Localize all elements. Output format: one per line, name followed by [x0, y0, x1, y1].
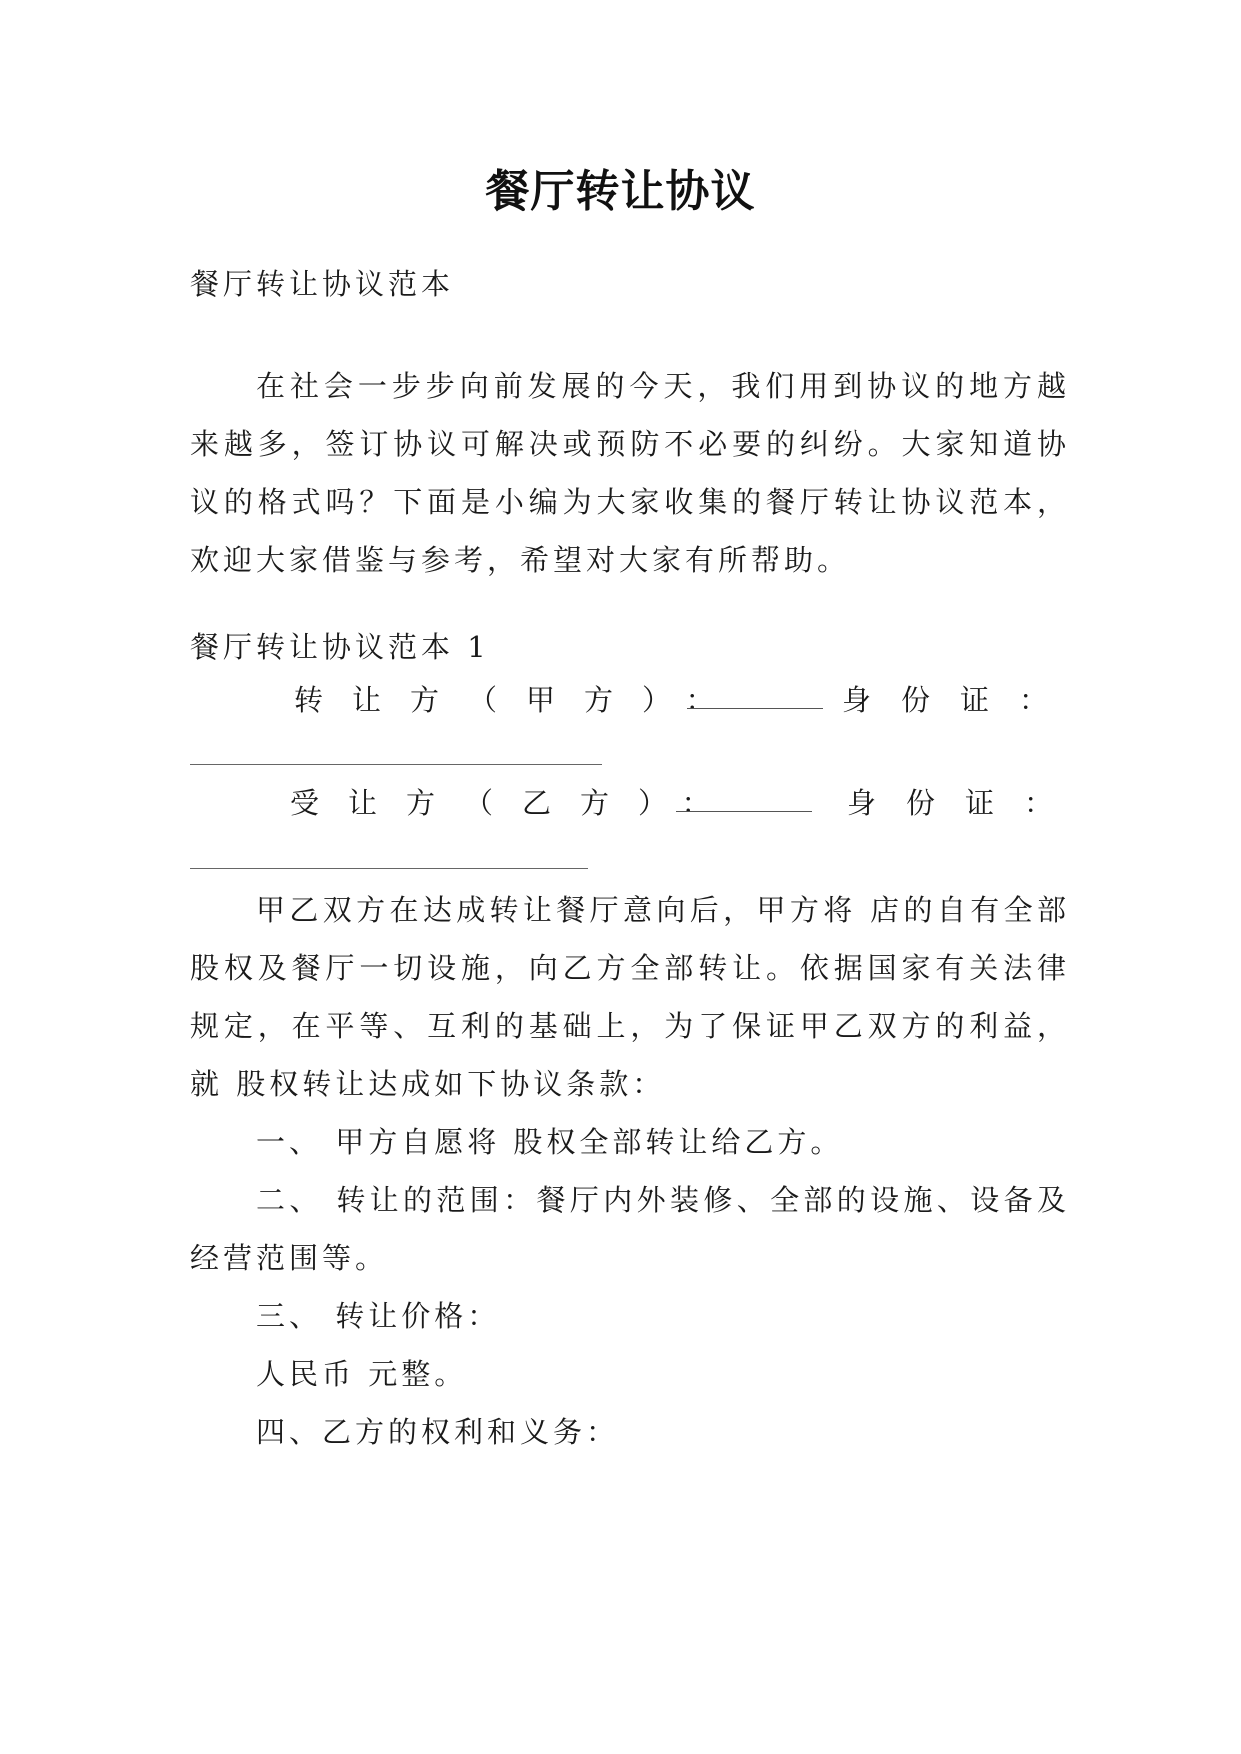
sample-heading: 餐厅转让协议范本 1 — [190, 630, 490, 664]
party-a-name-blank[interactable] — [687, 680, 823, 709]
party-b-id-label: 身份证： — [847, 786, 1084, 820]
party-b-label: 受让方（乙方）： — [290, 786, 740, 820]
party-a-row — [190, 680, 1079, 720]
party-a-id-blank[interactable] — [190, 763, 602, 765]
party-a-label: 转让方（甲方）： — [294, 683, 744, 717]
price-line: 人民币 元整。 — [256, 1357, 468, 1391]
clause-4: 四、乙方的权利和义务： — [256, 1415, 620, 1449]
body-paragraph: 甲乙双方在达成转让餐厅意向后，甲方将 店的自有全部股权及餐厅一切设施，向乙方全部转让。依据国家有关法律规定，在平等、互利的基础上，为了保证甲乙双方的利益，就 股权转让达成如下协议条款： — [190, 893, 1070, 1101]
party-b-name-blank[interactable] — [676, 783, 812, 812]
party-b-id-blank[interactable] — [190, 867, 588, 869]
clause-3: 三、 转让价格： — [256, 1299, 501, 1333]
clause-2: 二、 转让的范围：餐厅内外装修、全部的设施、设备及经营范围等。 — [190, 1183, 1070, 1275]
document-title: 餐厅转让协议 — [485, 166, 756, 217]
party-a-id-label: 身份证： — [842, 683, 1079, 717]
document-subtitle: 餐厅转让协议范本 — [190, 267, 455, 301]
clause-1: 一、 甲方自愿将 股权全部转让给乙方。 — [256, 1125, 844, 1159]
party-b-row — [190, 783, 1084, 823]
intro-paragraph: 在社会一步步向前发展的今天，我们用到协议的地方越来越多，签订协议可解决或预防不必要的纠纷。大家知道协议的格式吗？下面是小编为大家收集的餐厅转让协议范本，欢迎大家借鉴与参考，希望对大家有所帮助。 — [190, 369, 1070, 577]
